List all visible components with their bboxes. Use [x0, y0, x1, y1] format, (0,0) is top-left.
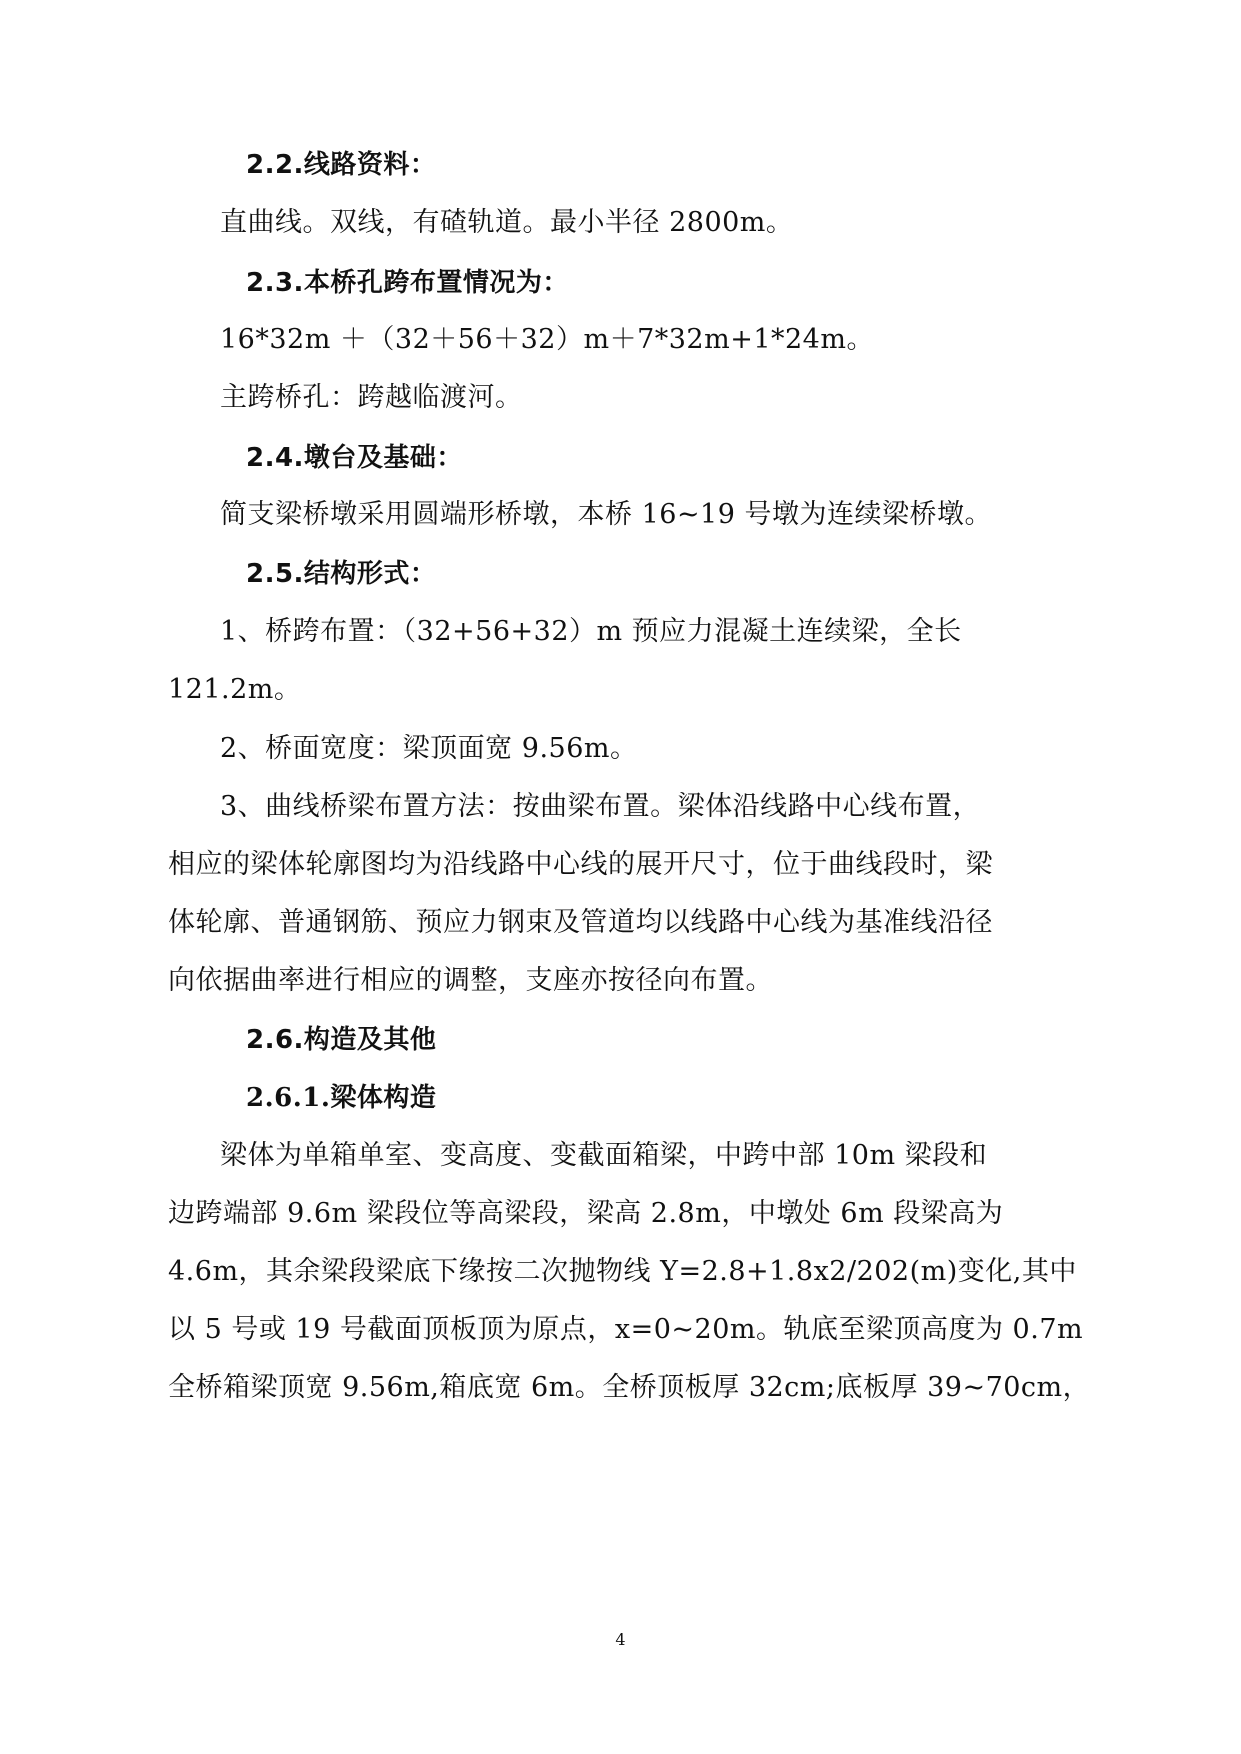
paragraph-line: 体轮廓、普通钢筋、预应力钢束及管道均以线路中心线为基准线沿径 — [168, 907, 993, 938]
page-number: 4 — [615, 1630, 626, 1649]
paragraph-line: 主跨桥孔：跨越临渡河。 — [220, 382, 523, 413]
paragraph-line: 直曲线。双线，有碴轨道。最小半径 2800m。 — [220, 207, 794, 238]
paragraph-line: 以 5 号或 19 号截面顶板顶为原点，x=0~20m。轨底至梁顶高度为 0.7m — [168, 1314, 1084, 1345]
paragraph-line: 4.6m，其余梁段梁底下缘按二次抛物线 Y=2.8+1.8x2/202(m)变化,其中 — [168, 1256, 1077, 1287]
paragraph-line: 16*32m ＋（32＋56＋32）m＋7*32m+1*24m。 — [220, 324, 874, 355]
paragraph-line: 2、桥面宽度：梁顶面宽 9.56m。 — [220, 733, 638, 764]
paragraph-line: 简支梁桥墩采用圆端形桥墩，本桥 16~19 号墩为连续梁桥墩。 — [220, 499, 992, 530]
paragraph-line: 1、桥跨布置：（32+56+32）m 预应力混凝土连续梁，全长 — [220, 616, 962, 647]
paragraph-line: 向依据曲率进行相应的调整，支座亦按径向布置。 — [168, 965, 773, 996]
paragraph-line: 边跨端部 9.6m 梁段位等高梁段，梁高 2.8m，中墩处 6m 段梁高为 — [168, 1198, 1004, 1229]
section-heading-2-6: 2.6.构造及其他 — [246, 1025, 437, 1055]
section-heading-2-2: 2.2.线路资料： — [246, 150, 437, 180]
subsection-heading-2-6-1: 2.6.1.梁体构造 — [246, 1083, 437, 1113]
section-heading-2-5: 2.5.结构形式： — [246, 559, 437, 589]
paragraph-line: 121.2m。 — [168, 674, 302, 705]
section-heading-2-4: 2.4.墩台及基础： — [246, 443, 463, 473]
paragraph-line: 相应的梁体轮廓图均为沿线路中心线的展开尺寸，位于曲线段时，梁 — [168, 849, 993, 880]
paragraph-line: 梁体为单箱单室、变高度、变截面箱梁，中跨中部 10m 梁段和 — [220, 1140, 988, 1171]
section-heading-2-3: 2.3.本桥孔跨布置情况为： — [246, 268, 569, 298]
paragraph-line: 全桥箱梁顶宽 9.56m,箱底宽 6m。全桥顶板厚 32cm;底板厚 39~70cm， — [168, 1372, 1091, 1403]
paragraph-line: 3、曲线桥梁布置方法：按曲梁布置。梁体沿线路中心线布置， — [220, 791, 981, 822]
